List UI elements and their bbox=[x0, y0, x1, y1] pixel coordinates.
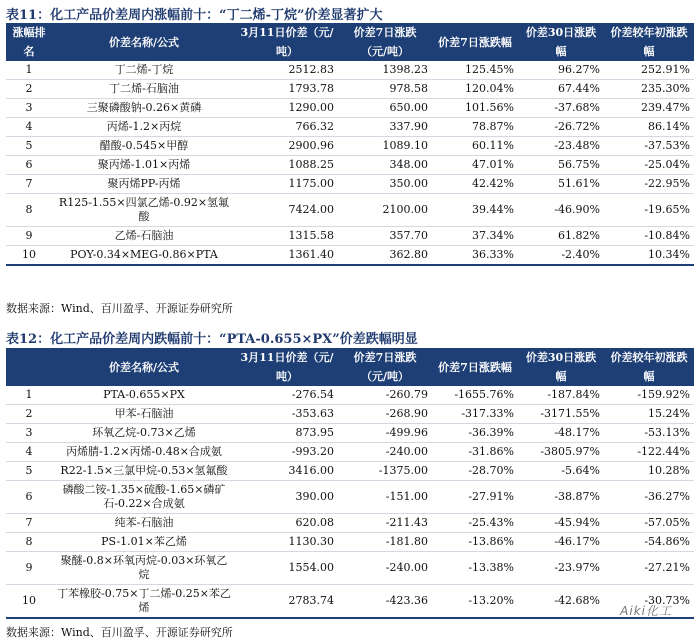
value-cell: 362.80 bbox=[338, 246, 432, 266]
rank-cell: 9 bbox=[6, 227, 52, 246]
table1-header-row bbox=[6, 23, 694, 61]
value-cell: -27.21% bbox=[604, 552, 694, 585]
value-cell: -19.65% bbox=[604, 194, 694, 227]
value-cell: -38.87% bbox=[518, 481, 604, 514]
rank-cell: 9 bbox=[6, 552, 52, 585]
value-cell: -23.48% bbox=[518, 137, 604, 156]
value-cell: 10.34% bbox=[604, 246, 694, 266]
value-cell: 357.70 bbox=[338, 227, 432, 246]
column-header: 3月11日价差（元/吨） bbox=[236, 23, 338, 61]
rank-cell: 6 bbox=[6, 156, 52, 175]
table-row bbox=[6, 405, 694, 424]
column-header: 价差名称/公式 bbox=[52, 348, 236, 386]
spread-name-cell: 三聚磷酸钠-0.26×黄磷 bbox=[52, 99, 236, 118]
value-cell: -54.86% bbox=[604, 533, 694, 552]
value-cell: -240.00 bbox=[338, 443, 432, 462]
value-cell: -276.54 bbox=[236, 386, 338, 405]
value-cell: -31.86% bbox=[432, 443, 518, 462]
spread-name-cell: 纯苯-石脑油 bbox=[52, 514, 236, 533]
table-row bbox=[6, 533, 694, 552]
value-cell: -22.95% bbox=[604, 175, 694, 194]
value-cell: -57.05% bbox=[604, 514, 694, 533]
value-cell: -25.43% bbox=[432, 514, 518, 533]
value-cell: -240.00 bbox=[338, 552, 432, 585]
table-row bbox=[6, 462, 694, 481]
value-cell: -10.84% bbox=[604, 227, 694, 246]
value-cell: 337.90 bbox=[338, 118, 432, 137]
value-cell: -46.17% bbox=[518, 533, 604, 552]
value-cell: -3805.97% bbox=[518, 443, 604, 462]
rank-cell: 2 bbox=[6, 80, 52, 99]
spread-name-cell: 聚丙烯-1.01×丙烯 bbox=[52, 156, 236, 175]
column-header: 价差较年初涨跌幅 bbox=[604, 23, 694, 61]
value-cell: -37.68% bbox=[518, 99, 604, 118]
rank-cell: 7 bbox=[6, 175, 52, 194]
rank-cell: 10 bbox=[6, 246, 52, 266]
value-cell: 1290.00 bbox=[236, 99, 338, 118]
rank-cell: 4 bbox=[6, 443, 52, 462]
rank-cell: 3 bbox=[6, 424, 52, 443]
rank-cell: 5 bbox=[6, 462, 52, 481]
column-header: 价差30日涨跌幅 bbox=[518, 348, 604, 386]
table-row bbox=[6, 156, 694, 175]
table1-title: 表11：化工产品价差周内涨幅前十：“丁二烯-丁烷”价差显著扩大 bbox=[6, 8, 383, 23]
rank-cell: 10 bbox=[6, 585, 52, 619]
value-cell: 1398.23 bbox=[338, 61, 432, 80]
spread-name-cell: 醋酸-0.545×甲醇 bbox=[52, 137, 236, 156]
value-cell: 7424.00 bbox=[236, 194, 338, 227]
value-cell: 96.27% bbox=[518, 61, 604, 80]
spread-name-cell: 丁苯橡胶-0.75×丁二烯-0.25×苯乙烯 bbox=[52, 585, 236, 619]
value-cell: -268.90 bbox=[338, 405, 432, 424]
spread-name-cell: 丁二烯-丁烷 bbox=[52, 61, 236, 80]
value-cell: 36.33% bbox=[432, 246, 518, 266]
column-header: 涨幅排名 bbox=[6, 23, 52, 61]
table-row bbox=[6, 386, 694, 405]
value-cell: -993.20 bbox=[236, 443, 338, 462]
value-cell: -37.53% bbox=[604, 137, 694, 156]
value-cell: 766.32 bbox=[236, 118, 338, 137]
value-cell: 61.82% bbox=[518, 227, 604, 246]
rank-cell: 4 bbox=[6, 118, 52, 137]
value-cell: 42.42% bbox=[432, 175, 518, 194]
spread-name-cell: PS-1.01×苯乙烯 bbox=[52, 533, 236, 552]
value-cell: -25.04% bbox=[604, 156, 694, 175]
value-cell: -181.80 bbox=[338, 533, 432, 552]
value-cell: 390.00 bbox=[236, 481, 338, 514]
value-cell: 1089.10 bbox=[338, 137, 432, 156]
value-cell: 51.61% bbox=[518, 175, 604, 194]
value-cell: 1175.00 bbox=[236, 175, 338, 194]
spread-name-cell: PTA-0.655×PX bbox=[52, 386, 236, 405]
table2 bbox=[6, 348, 694, 619]
column-header: 价差7日涨跌（元/吨） bbox=[338, 348, 432, 386]
spread-name-cell: 丙烯腈-1.2×丙烯-0.48×合成氨 bbox=[52, 443, 236, 462]
column-header: 价差名称/公式 bbox=[52, 23, 236, 61]
table-row bbox=[6, 137, 694, 156]
value-cell: 2900.96 bbox=[236, 137, 338, 156]
value-cell: 239.47% bbox=[604, 99, 694, 118]
value-cell: 873.95 bbox=[236, 424, 338, 443]
value-cell: 56.75% bbox=[518, 156, 604, 175]
spread-name-cell: 甲苯-石脑油 bbox=[52, 405, 236, 424]
table-row bbox=[6, 118, 694, 137]
rank-cell: 5 bbox=[6, 137, 52, 156]
spread-name-cell: 丙烯-1.2×丙烷 bbox=[52, 118, 236, 137]
table-row bbox=[6, 552, 694, 585]
spread-name-cell: R125-1.55×四氯乙烯-0.92×氢氟酸 bbox=[52, 194, 236, 227]
spread-name-cell: 聚丙烯PP-丙烯 bbox=[52, 175, 236, 194]
column-header: 价差30日涨跌幅 bbox=[518, 23, 604, 61]
value-cell: -260.79 bbox=[338, 386, 432, 405]
value-cell: -36.39% bbox=[432, 424, 518, 443]
column-header: 价差7日涨跌幅 bbox=[432, 348, 518, 386]
rank-cell: 8 bbox=[6, 533, 52, 552]
value-cell: 350.00 bbox=[338, 175, 432, 194]
value-cell: -45.94% bbox=[518, 514, 604, 533]
table-row bbox=[6, 194, 694, 227]
value-cell: 120.04% bbox=[432, 80, 518, 99]
value-cell: -13.38% bbox=[432, 552, 518, 585]
rank-cell: 1 bbox=[6, 386, 52, 405]
spread-name-cell: 丁二烯-石脑油 bbox=[52, 80, 236, 99]
value-cell: 10.28% bbox=[604, 462, 694, 481]
value-cell: -1375.00 bbox=[338, 462, 432, 481]
value-cell: 620.08 bbox=[236, 514, 338, 533]
value-cell: 78.87% bbox=[432, 118, 518, 137]
spread-name-cell: 聚醚-0.8×环氧丙烷-0.03×环氧乙烷 bbox=[52, 552, 236, 585]
value-cell: -46.90% bbox=[518, 194, 604, 227]
value-cell: 235.30% bbox=[604, 80, 694, 99]
value-cell: 3416.00 bbox=[236, 462, 338, 481]
value-cell: -53.13% bbox=[604, 424, 694, 443]
table-row bbox=[6, 424, 694, 443]
column-header: 价差7日涨跌幅 bbox=[432, 23, 518, 61]
value-cell: -499.96 bbox=[338, 424, 432, 443]
value-cell: -122.44% bbox=[604, 443, 694, 462]
value-cell: 252.91% bbox=[604, 61, 694, 80]
value-cell: 39.44% bbox=[432, 194, 518, 227]
value-cell: -353.63 bbox=[236, 405, 338, 424]
value-cell: 1554.00 bbox=[236, 552, 338, 585]
value-cell: -211.43 bbox=[338, 514, 432, 533]
value-cell: 37.34% bbox=[432, 227, 518, 246]
table-row bbox=[6, 481, 694, 514]
value-cell: -2.40% bbox=[518, 246, 604, 266]
value-cell: 1793.78 bbox=[236, 80, 338, 99]
spread-name-cell: 环氧乙烷-0.73×乙烯 bbox=[52, 424, 236, 443]
value-cell: 2783.74 bbox=[236, 585, 338, 619]
value-cell: -423.36 bbox=[338, 585, 432, 619]
value-cell: -159.92% bbox=[604, 386, 694, 405]
value-cell: -317.33% bbox=[432, 405, 518, 424]
value-cell: 978.58 bbox=[338, 80, 432, 99]
table-row bbox=[6, 227, 694, 246]
rank-cell: 8 bbox=[6, 194, 52, 227]
rank-cell: 1 bbox=[6, 61, 52, 80]
rank-cell: 2 bbox=[6, 405, 52, 424]
value-cell: 1361.40 bbox=[236, 246, 338, 266]
column-header: 价差较年初涨跌幅 bbox=[604, 348, 694, 386]
value-cell: 2512.83 bbox=[236, 61, 338, 80]
spread-name-cell: 乙烯-石脑油 bbox=[52, 227, 236, 246]
value-cell: -1655.76% bbox=[432, 386, 518, 405]
value-cell: 1130.30 bbox=[236, 533, 338, 552]
table-row bbox=[6, 514, 694, 533]
value-cell: -23.97% bbox=[518, 552, 604, 585]
value-cell: 15.24% bbox=[604, 405, 694, 424]
value-cell: -36.27% bbox=[604, 481, 694, 514]
rank-cell: 3 bbox=[6, 99, 52, 118]
value-cell: -42.68% bbox=[518, 585, 604, 619]
value-cell: -151.00 bbox=[338, 481, 432, 514]
value-cell: 67.44% bbox=[518, 80, 604, 99]
value-cell: 1315.58 bbox=[236, 227, 338, 246]
table2-source: 数据来源：Wind、百川盈孚、开源证券研究所 bbox=[6, 626, 233, 639]
rank-cell: 7 bbox=[6, 514, 52, 533]
watermark: Aiki化工 bbox=[620, 604, 672, 618]
value-cell: -30.73% bbox=[604, 585, 694, 619]
value-cell: -187.84% bbox=[518, 386, 604, 405]
value-cell: -13.86% bbox=[432, 533, 518, 552]
table-row bbox=[6, 61, 694, 80]
value-cell: 86.14% bbox=[604, 118, 694, 137]
value-cell: -5.64% bbox=[518, 462, 604, 481]
value-cell: 47.01% bbox=[432, 156, 518, 175]
rank-cell: 6 bbox=[6, 481, 52, 514]
spread-name-cell: R22-1.5×三氯甲烷-0.53×氢氟酸 bbox=[52, 462, 236, 481]
value-cell: -48.17% bbox=[518, 424, 604, 443]
table2-title: 表12：化工产品价差周内跌幅前十：“PTA-0.655×PX”价差跌幅明显 bbox=[6, 332, 418, 347]
table-row bbox=[6, 99, 694, 118]
value-cell: 101.56% bbox=[432, 99, 518, 118]
table-row bbox=[6, 585, 694, 619]
value-cell: -13.20% bbox=[432, 585, 518, 619]
spread-name-cell: POY-0.34×MEG-0.86×PTA bbox=[52, 246, 236, 266]
value-cell: -26.72% bbox=[518, 118, 604, 137]
table-row bbox=[6, 443, 694, 462]
spread-name-cell: 磷酸二铵-1.35×硫酸-1.65×磷矿石-0.22×合成氨 bbox=[52, 481, 236, 514]
table-row bbox=[6, 246, 694, 266]
value-cell: -27.91% bbox=[432, 481, 518, 514]
value-cell: 60.11% bbox=[432, 137, 518, 156]
column-header: 价差7日涨跌（元/吨） bbox=[338, 23, 432, 61]
value-cell: 125.45% bbox=[432, 61, 518, 80]
table1 bbox=[6, 23, 694, 266]
table-row bbox=[6, 175, 694, 194]
table2-header-row bbox=[6, 348, 694, 386]
table1-source: 数据来源：Wind、百川盈孚、开源证券研究所 bbox=[6, 302, 233, 315]
value-cell: -3171.55% bbox=[518, 405, 604, 424]
value-cell: 2100.00 bbox=[338, 194, 432, 227]
value-cell: 650.00 bbox=[338, 99, 432, 118]
table-row bbox=[6, 80, 694, 99]
value-cell: 1088.25 bbox=[236, 156, 338, 175]
value-cell: -28.70% bbox=[432, 462, 518, 481]
column-header bbox=[6, 348, 52, 386]
value-cell: 348.00 bbox=[338, 156, 432, 175]
column-header: 3月11日价差（元/吨） bbox=[236, 348, 338, 386]
